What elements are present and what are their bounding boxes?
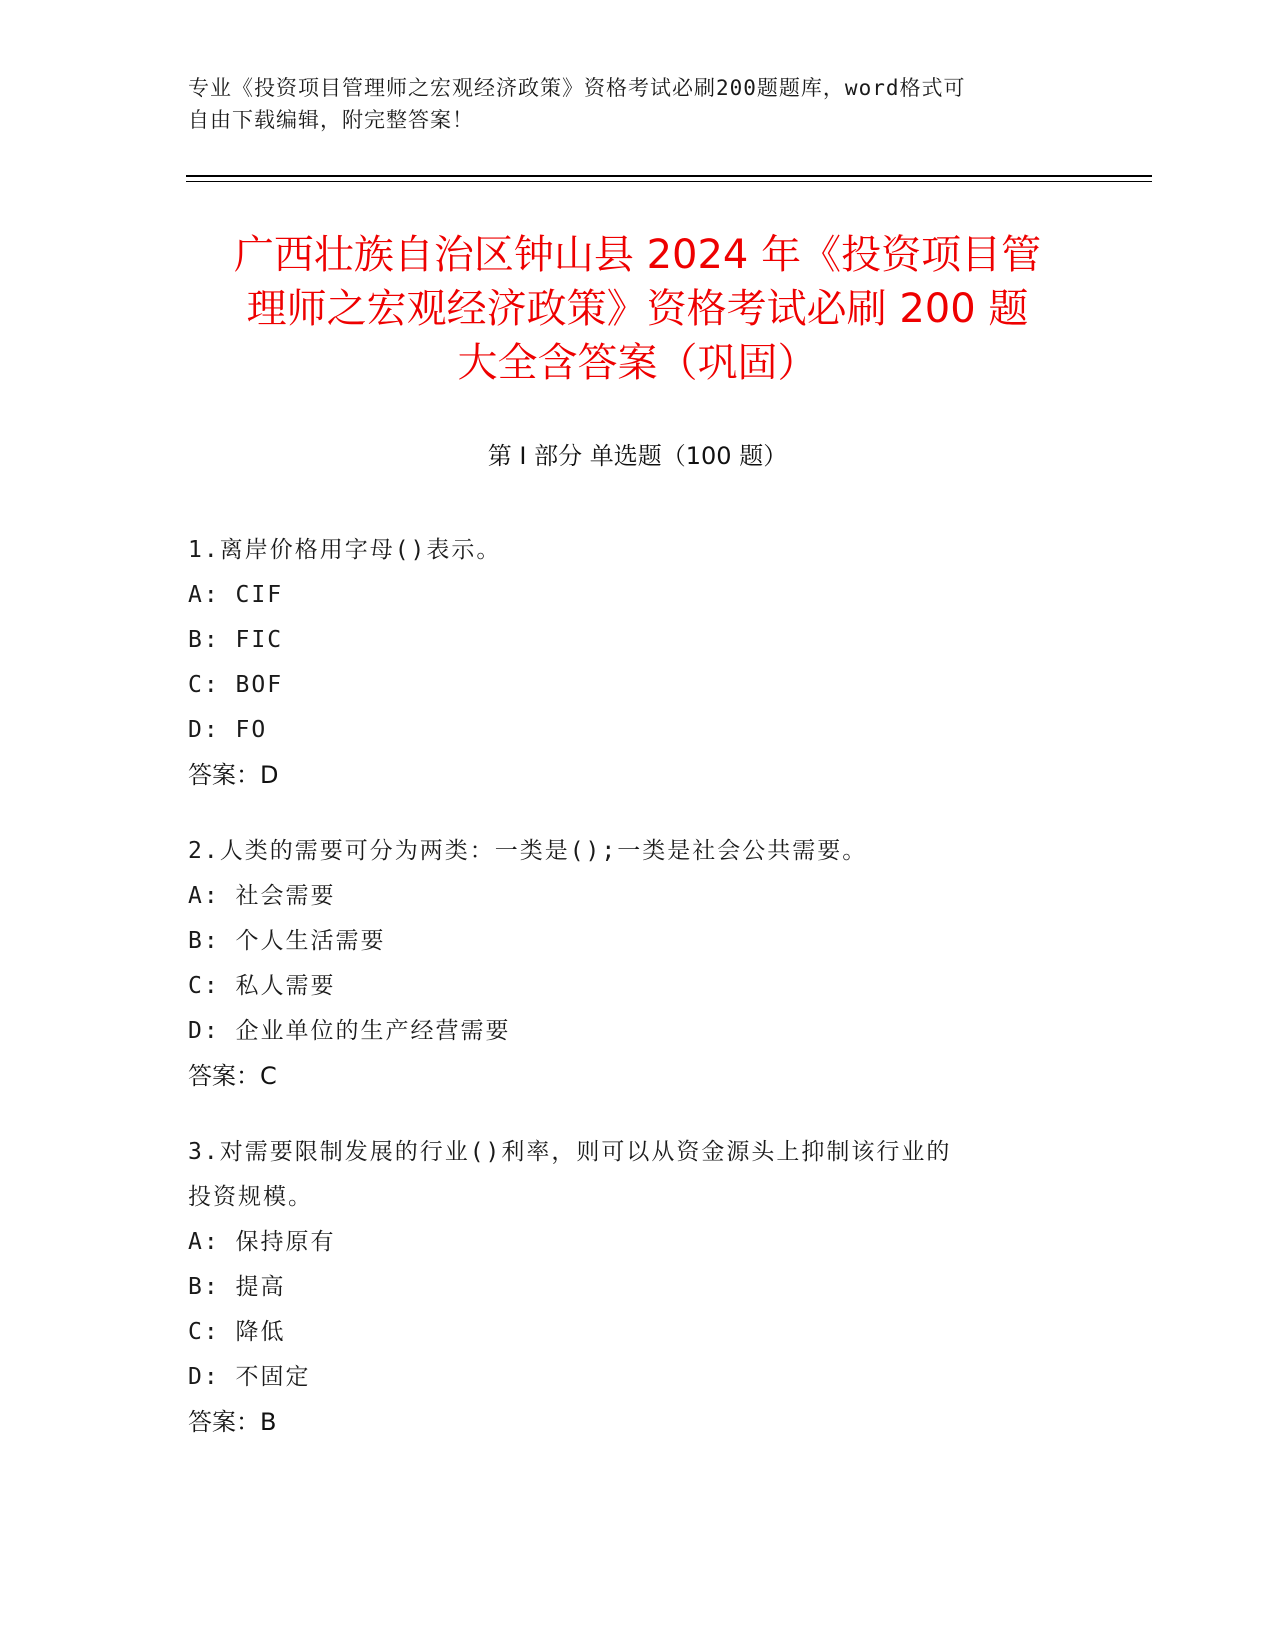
question-stem: 2.人类的需要可分为两类：一类是();一类是社会公共需要。 [188, 838, 868, 864]
option-b: B: FIC [188, 627, 284, 653]
option-d: D: 不固定 [188, 1364, 311, 1390]
option-c: C: BOF [188, 672, 284, 698]
question-stem: 3.对需要限制发展的行业()利率，则可以从资金源头上抑制该行业的 [188, 1139, 952, 1165]
document-title [150, 228, 1125, 390]
answer: 答案：C [188, 1062, 277, 1090]
answer: 答案：B [188, 1408, 277, 1436]
answer: 答案：D [188, 761, 279, 789]
document-title-line: 广西壮族自治区钟山县 2024 年《投资项目管 [233, 232, 1042, 278]
section-heading: 第 I 部分 单选题（100 题） [487, 442, 788, 470]
option-b: B: 提高 [188, 1274, 286, 1300]
header-divider-thin [186, 181, 1152, 182]
header-note-line: 专业《投资项目管理师之宏观经济政策》资格考试必刷200题题库，word格式可 [188, 76, 966, 100]
question-1 [188, 528, 1088, 798]
question-stem-continued: 投资规模。 [188, 1184, 313, 1210]
option-a: A: 社会需要 [188, 883, 336, 909]
option-d: D: FO [188, 717, 268, 743]
question-list [188, 528, 1088, 1476]
document-title-line: 大全含答案（巩固） [457, 340, 818, 386]
option-c: C: 降低 [188, 1319, 286, 1345]
option-c: C: 私人需要 [188, 973, 336, 999]
option-a: A: 保持原有 [188, 1229, 336, 1255]
document-title-line: 理师之宏观经济政策》资格考试必刷 200 题 [246, 286, 1029, 332]
option-a: A: CIF [188, 582, 284, 608]
option-b: B: 个人生活需要 [188, 928, 386, 954]
header-note-line: 自由下载编辑，附完整答案！ [188, 108, 474, 132]
option-d: D: 企业单位的生产经营需要 [188, 1018, 511, 1044]
header-divider-thick [186, 175, 1152, 177]
question-stem: 1.离岸价格用字母()表示。 [188, 537, 502, 563]
header-note [188, 72, 1068, 136]
question-3 [188, 1130, 1088, 1445]
question-2 [188, 829, 1088, 1099]
